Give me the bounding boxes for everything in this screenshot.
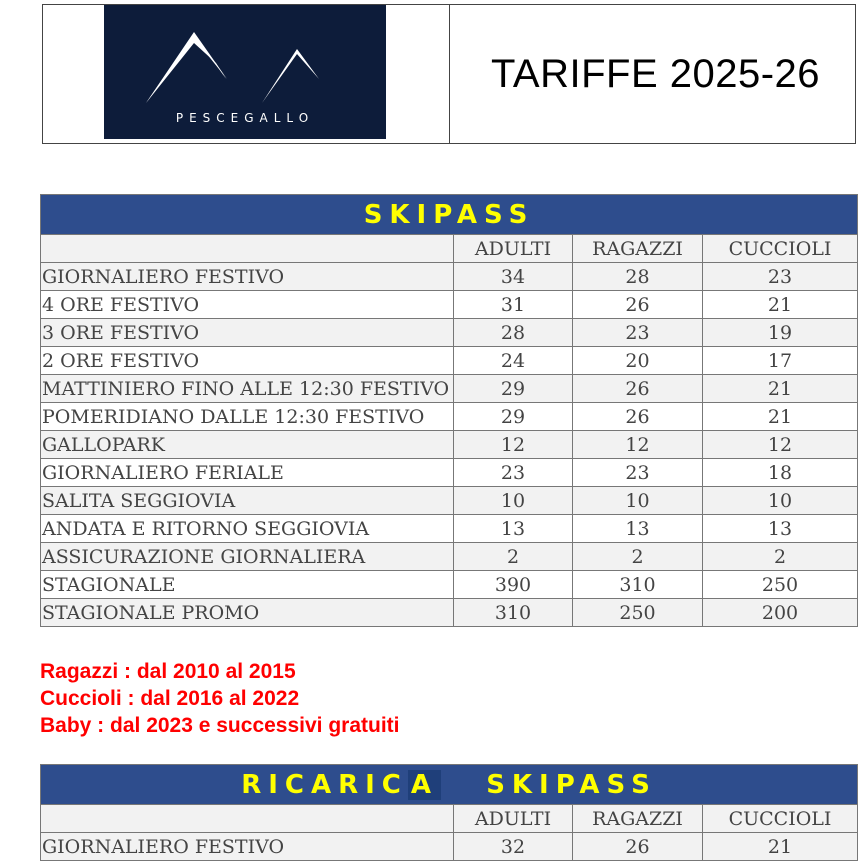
price-ragazzi: 26	[573, 833, 703, 861]
age-notes	[40, 658, 400, 739]
row-label: 4 ORE FESTIVO	[41, 291, 454, 319]
row-label: MATTINIERO FINO ALLE 12:30 FESTIVO	[41, 375, 454, 403]
price-cuccioli: 10	[703, 487, 858, 515]
column-header-ragazzi: RAGAZZI	[573, 805, 703, 833]
header-box	[42, 4, 856, 144]
table-row	[41, 375, 858, 403]
price-ragazzi: 250	[573, 599, 703, 627]
table-row	[41, 319, 858, 347]
price-cuccioli: 250	[703, 571, 858, 599]
skipass-body	[41, 263, 858, 627]
skipass-title: SKIPASS	[41, 195, 858, 235]
price-cuccioli: 21	[703, 403, 858, 431]
logo-text: PESCEGALLO	[175, 111, 315, 125]
skipass-table	[40, 194, 858, 627]
price-ragazzi: 12	[573, 431, 703, 459]
table-row	[41, 263, 858, 291]
table-row	[41, 515, 858, 543]
row-label: GIORNALIERO FESTIVO	[41, 263, 454, 291]
price-adulti: 2	[454, 543, 573, 571]
price-ragazzi: 10	[573, 487, 703, 515]
column-header-cuccioli: CUCCIOLI	[703, 235, 858, 263]
column-header-ragazzi: RAGAZZI	[573, 235, 703, 263]
price-cuccioli: 21	[703, 291, 858, 319]
price-cuccioli: 21	[703, 375, 858, 403]
table-row	[41, 487, 858, 515]
page-title: TARIFFE 2025-26	[490, 51, 821, 96]
header-empty-cell	[41, 235, 454, 263]
table-row	[41, 347, 858, 375]
column-header-adulti: ADULTI	[454, 235, 573, 263]
price-ragazzi: 26	[573, 403, 703, 431]
row-label: 3 ORE FESTIVO	[41, 319, 454, 347]
price-ragazzi: 23	[573, 459, 703, 487]
price-ragazzi: 23	[573, 319, 703, 347]
price-ragazzi: 2	[573, 543, 703, 571]
price-adulti: 23	[454, 459, 573, 487]
row-label: GALLOPARK	[41, 431, 454, 459]
ricarica-header-row	[41, 805, 858, 833]
text-cursor-highlight: A	[408, 770, 441, 800]
ricarica-title	[41, 765, 858, 805]
table-row	[41, 571, 858, 599]
price-ragazzi: 28	[573, 263, 703, 291]
table-row	[41, 543, 858, 571]
row-label: 2 ORE FESTIVO	[41, 347, 454, 375]
note-ragazzi: Ragazzi : dal 2010 al 2015	[40, 660, 296, 683]
price-adulti: 12	[454, 431, 573, 459]
ricarica-title-part1: RICARIC	[241, 769, 408, 800]
table-row	[41, 833, 858, 861]
row-label: ASSICURAZIONE GIORNALIERA	[41, 543, 454, 571]
price-adulti: 28	[454, 319, 573, 347]
price-adulti: 10	[454, 487, 573, 515]
title-cell	[450, 5, 855, 143]
price-cuccioli: 200	[703, 599, 858, 627]
price-cuccioli: 12	[703, 431, 858, 459]
price-cuccioli: 13	[703, 515, 858, 543]
price-ragazzi: 26	[573, 291, 703, 319]
ricarica-table	[40, 764, 858, 861]
price-ragazzi: 20	[573, 347, 703, 375]
row-label: GIORNALIERO FESTIVO	[41, 833, 454, 861]
table-row	[41, 403, 858, 431]
price-cuccioli: 19	[703, 319, 858, 347]
table-row	[41, 291, 858, 319]
row-label: SALITA SEGGIOVIA	[41, 487, 454, 515]
price-adulti: 34	[454, 263, 573, 291]
table-row	[41, 459, 858, 487]
price-ragazzi: 13	[573, 515, 703, 543]
price-cuccioli: 23	[703, 263, 858, 291]
row-label: GIORNALIERO FERIALE	[41, 459, 454, 487]
column-header-cuccioli: CUCCIOLI	[703, 805, 858, 833]
price-cuccioli: 17	[703, 347, 858, 375]
column-header-adulti: ADULTI	[454, 805, 573, 833]
row-label: ANDATA E RITORNO SEGGIOVIA	[41, 515, 454, 543]
price-ragazzi: 310	[573, 571, 703, 599]
price-adulti: 13	[454, 515, 573, 543]
price-cuccioli: 21	[703, 833, 858, 861]
logo-cell	[43, 5, 450, 143]
row-label: POMERIDIANO DALLE 12:30 FESTIVO	[41, 403, 454, 431]
note-baby: Baby : dal 2023 e successivi gratuiti	[40, 714, 400, 737]
price-cuccioli: 2	[703, 543, 858, 571]
ricarica-title-row	[41, 765, 858, 805]
pescegallo-logo	[104, 5, 386, 139]
skipass-title-row	[41, 195, 858, 235]
price-cuccioli: 18	[703, 459, 858, 487]
note-cuccioli: Cuccioli : dal 2016 al 2022	[40, 687, 300, 710]
row-label: STAGIONALE PROMO	[41, 599, 454, 627]
price-adulti: 29	[454, 375, 573, 403]
header-empty-cell	[41, 805, 454, 833]
skipass-header-row	[41, 235, 858, 263]
row-label: STAGIONALE	[41, 571, 454, 599]
price-adulti: 31	[454, 291, 573, 319]
price-adulti: 29	[454, 403, 573, 431]
price-adulti: 310	[454, 599, 573, 627]
table-row	[41, 599, 858, 627]
price-adulti: 390	[454, 571, 573, 599]
price-ragazzi: 26	[573, 375, 703, 403]
ricarica-body	[41, 833, 858, 861]
price-adulti: 24	[454, 347, 573, 375]
price-adulti: 32	[454, 833, 573, 861]
table-row	[41, 431, 858, 459]
ricarica-title-part2: SKIPASS	[486, 769, 657, 800]
